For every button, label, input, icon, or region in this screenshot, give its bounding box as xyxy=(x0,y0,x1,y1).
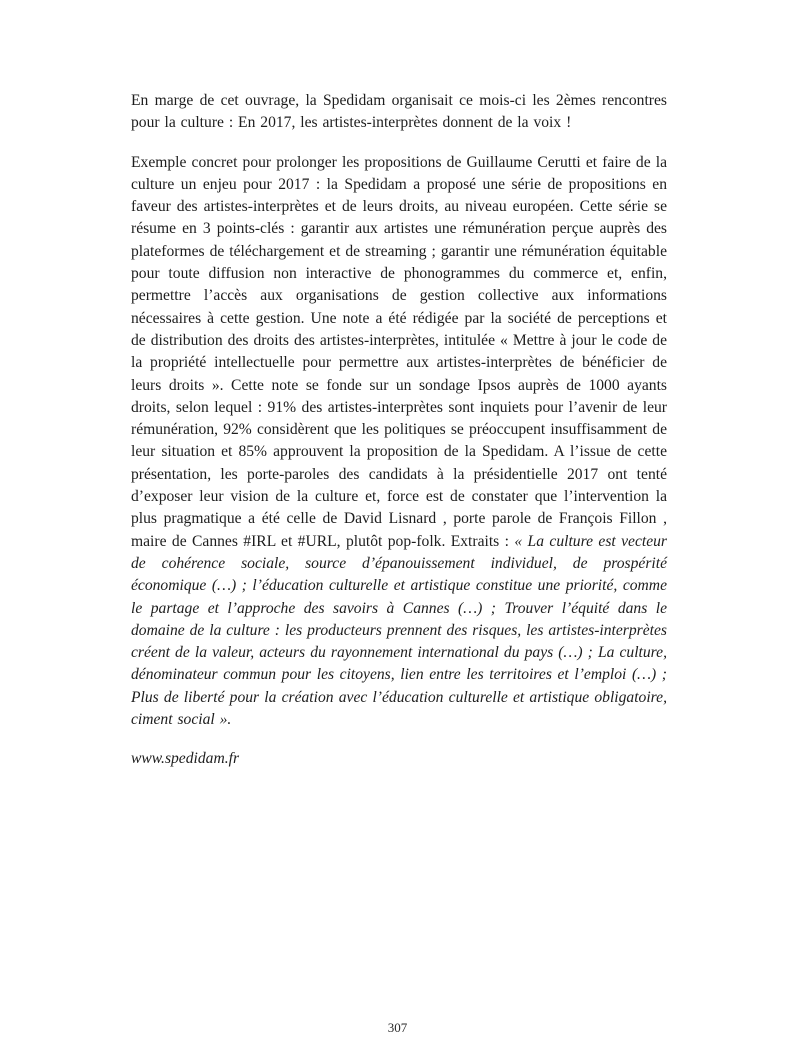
paragraph-body xyxy=(131,152,667,732)
paragraph-body-quote: « La culture est vecteur de cohérence sociale, source d’épanouissement individuel, de prospérité économique (…) ; l’éducation culturelle et artistique constitue une priorité, comme le partage et l’approche des savoirs à Cannes (…) ; Trouver l’équité dans le domaine de la culture : les producteurs prennent des risques, les artistes-interprètes créent de la valeur, acteurs du rayonnement international du pays (…) ; La culture, dénominateur commun pour les citoyens, lien entre les territoires et l’emploi (…) ; Plus de liberté pour la création avec l’éducation culturelle et artistique obligatoire, ciment social ». xyxy=(131,532,667,729)
paragraph-body-text: Exemple concret pour prolonger les propositions de Guillaume Cerutti et faire de la culture un enjeu pour 2017 : la Spedidam a proposé une série de propositions en faveur des artistes-interprètes et de leurs droits, au niveau européen. Cette série se résume en 3 points-clés : garantir aux artistes une rémunération perçue auprès des plateformes de téléchargement et de streaming ; garantir une rémunération équitable pour toute diffusion non interactive de phonogrammes du commerce et, enfin, permettre l’accès aux organisations de gestion collective aux informations nécessaires à cette gestion. Une note a été rédigée par la société de perceptions et de distribution des droits des artistes-interprètes, intitulée « Mettre à jour le code de la propriété intellectuelle pour permettre aux artistes-interprètes de bénéficier de leurs droits ». Cette note se fonde sur un sondage Ipsos auprès de 1000 ayants droits, selon lequel : 91% des artistes-interprètes sont inquiets pour l’avenir de leur rémunération, 92% considèrent que les politiques se préoccupent insuffisamment de leur situation et 85% approuvent la proposition de la Spedidam. A l’issue de cette présentation, les porte-paroles des candidats à la présidentielle 2017 ont tenté d’exposer leur vision de la culture et, force est de constater que l’intervention la plus pragmatique a été celle de David Lisnard , porte parole de François Fillon , maire de Cannes #IRL et #URL, plutôt pop-folk. Extraits : xyxy=(131,153,667,550)
page-number: 307 xyxy=(387,1020,408,1035)
paragraph-intro: En marge de cet ouvrage, la Spedidam organisait ce mois-ci les 2èmes rencontres pour la culture : En 2017, les artistes-interprètes donnent de la voix ! xyxy=(131,92,667,132)
document-page xyxy=(131,90,667,788)
website-link: www.spedidam.fr xyxy=(131,750,240,768)
